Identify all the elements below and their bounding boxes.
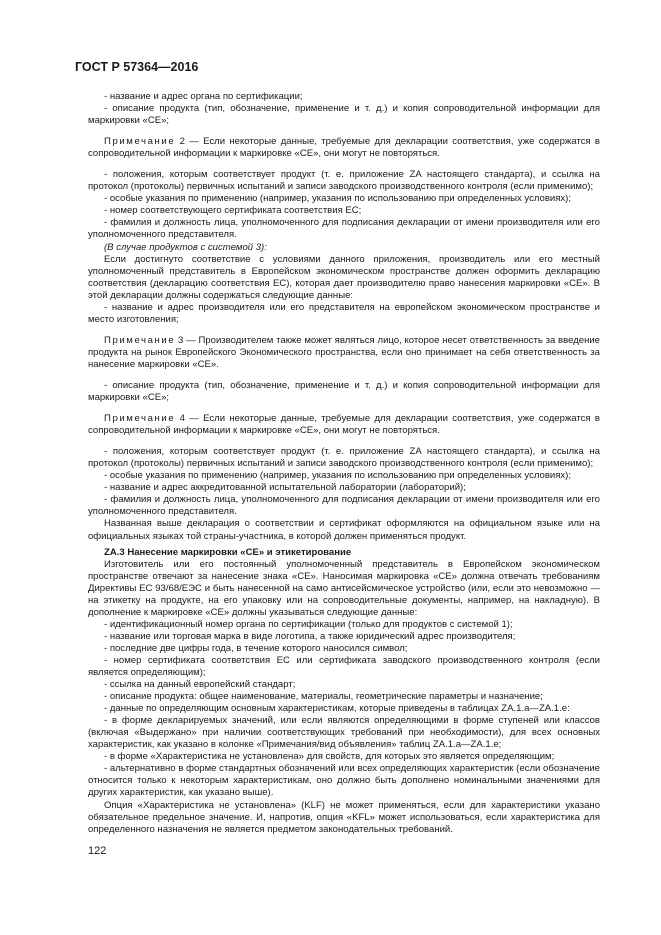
list-item: - особые указания по применению (например, указания по использованию при определенных условиях); [104, 470, 572, 482]
list-item: - описание продукта (тип, обозначение, применение и т. д.) и копия сопроводительной информации для маркировки «CE»; [88, 103, 600, 127]
document-body [88, 91, 600, 836]
list-item: - в форме «Характеристика не установлена» для свойств, для которых это является определяющим; [104, 751, 555, 763]
section-heading: ZA.3 Нанесение маркировки «CE» и этикетирование [104, 546, 352, 558]
list-item: - данные по определяющим основным характеристикам, которые приведены в таблицах ZA.1.а—ZA.1.е: [104, 703, 570, 715]
paragraph: Если достигнуто соответствие с условиями данного приложения, производитель или его местный уполномоченный представитель в Европейском экономическом пространстве должен оформить декларацию соответствия (декларацию соответствия ЕС), которая дает производителю право нанесения маркировки «CE». В этой декларации должны содержаться следующие данные: [88, 253, 600, 301]
document-header: ГОСТ Р 57364—2016 [75, 60, 199, 74]
paragraph: Названная выше декларация о соответствии и сертификат оформляются на официальном языке или на официальных языках той страны-участника, в которой должен применяться продукт. [88, 518, 600, 542]
note-2 [88, 136, 600, 160]
list-item: - описание продукта: общее наименование, материалы, геометрические параметры и назначение; [104, 691, 543, 703]
list-item: - положения, которым соответствует продукт (т. е. приложение ZA настоящего стандарта), и ссылка на протокол (протоколы) первичных испытаний и записи заводского производственного контроля (если применимо); [88, 446, 600, 470]
list-item: - в форме декларируемых значений, или если являются определяющими в форме ступеней или классов (включая «Выдержано» при наличии соответствующих требований при необходимости), для всех основных характеристик, как указано в колонке «Примечания/вид объявления» таблиц ZA.1.а—ZA.1.е; [88, 715, 600, 751]
list-item: - альтернативно в форме стандартных обозначений или всех определяющих характеристик (если обозначение относится только к некоторым характеристикам, оно должно быть дополнено номинальными значениями для других характеристик, как указано выше). [88, 763, 600, 799]
list-item: - номер сертификата соответствия ЕС или сертификата заводского производственного контроля (если является определяющим); [88, 654, 600, 679]
list-item: - фамилия и должность лица, уполномоченного для подписания декларации от имени производителя или его уполномоченного представителя. [88, 494, 600, 518]
note-label: Примечание [104, 136, 176, 148]
list-item: - номер соответствующего сертификата соответствия ЕС; [104, 205, 362, 217]
paragraph: Изготовитель или его постоянный уполномоченный представитель в Европейском экономическом пространстве отвечают за нанесение знака «CE». Наносимая маркировка «CE» должна отвечать требованиям Директивы ЕС 93/68/ЕЭС и быть нанесенной на само антисейсмическое устройство (или, если это невозможно — на этикетку на продукте, на его упаковку или на сопроводительные документы, например, на накладную). В дополнение к маркировке «CE» должны указываться следующие данные: [88, 558, 600, 618]
list-item: - название и адрес производителя или его представителя на европейском экономическом пространстве и место изготовления; [88, 301, 600, 325]
subsection-label: (В случае продуктов с системой 3): [104, 241, 267, 253]
list-item: - название и адрес аккредитованной испытательной лаборатории (лабораторий); [104, 482, 466, 494]
note-label: Примечание [104, 413, 176, 425]
note-label: Примечание [104, 334, 176, 346]
note-text: 4 — Если некоторые данные, требуемые для декларации соответствия, уже содержатся в сопроводительной информации к маркировке «CE», они могут не повторяться. [88, 413, 600, 437]
list-item: - идентификационный номер органа по сертификации (только для продуктов с системой 1); [104, 618, 513, 630]
note-text: 2 — Если некоторые данные, требуемые для декларации соответствия, уже содержатся в сопроводительной информации к маркировке «CE», они могут не повторяться. [88, 136, 600, 160]
list-item: - название и адрес органа по сертификации; [104, 91, 303, 102]
note-3 [88, 335, 600, 371]
note-4 [88, 413, 600, 437]
page-number: 122 [88, 845, 107, 857]
list-item: - положения, которым соответствует продукт (т. е. приложение ZA настоящего стандарта), и ссылка на протокол (протоколы) первичных испытаний и записи заводского производственного контроля (если применимо); [88, 169, 600, 193]
list-item: - описание продукта (тип, обозначение, применение и т. д.) и копия сопроводительной информации для маркировки «CE»; [88, 379, 600, 404]
list-item: - название или торговая марка в виде логотипа, а также юридический адрес производителя; [104, 630, 516, 642]
list-item: - особые указания по применению (например, указания по использованию при определенных условиях); [104, 193, 572, 205]
list-item: - фамилия и должность лица, уполномоченного для подписания декларации от имени производителя или его уполномоченного представителя. [88, 217, 600, 241]
list-item: - ссылка на данный европейский стандарт; [104, 679, 296, 691]
list-item: - последние две цифры года, в течение которого наносился символ; [104, 642, 408, 654]
paragraph: Опция «Характеристика не установлена» (KLF) не может применяться, если для характеристики указано обязательное предельное значение. И, напротив, опция «KFL» может использоваться, если характеристика для определенного назначения не является предметом законодательных требований. [88, 799, 600, 835]
note-text: 3 — Производителем также может являться лицо, которое несет ответственность за введение продукта на рынок Европейского Экономического пространства, если оно принимает на себя ответственность за нанесение маркировки «CE». [88, 334, 600, 370]
